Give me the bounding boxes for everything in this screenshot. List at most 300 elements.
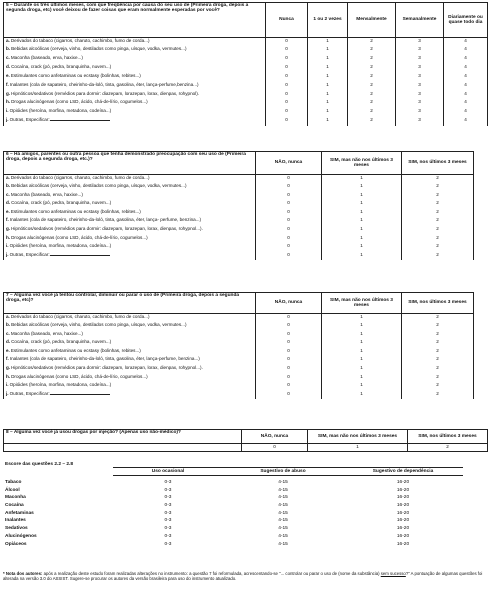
substance-name: Álcool [5, 487, 20, 493]
question-5-rows [4, 38, 488, 126]
option-value[interactable]: 1 [322, 314, 402, 323]
option-value[interactable]: 3 [396, 82, 444, 91]
substance-name: Opiáceos [5, 541, 27, 547]
substance-letter: a. [6, 38, 10, 43]
score-range: 4-15 [278, 526, 288, 532]
option-value[interactable]: 1 [308, 444, 408, 452]
substance-row [4, 99, 488, 108]
substance-text: Estimulantes como anfetaminas ou ecstasy (bolinhas, rebites...) [10, 347, 141, 353]
substance-label [4, 365, 256, 374]
substance-letter: d. [6, 200, 11, 206]
substance-text: Cocaína, crack (pó, pedra, branquinha, nuvem...) [11, 200, 112, 206]
substance-text: Hipnóticos/sedativos (remédios para dormir: diazepam, lorazepan, lorax, dienpax, rohypnol...). [11, 226, 203, 232]
substance-label [4, 374, 256, 383]
option-value[interactable]: 0 [266, 55, 308, 64]
question-6-table [3, 151, 474, 260]
score-range: 4-15 [278, 487, 288, 493]
substance-row [4, 117, 488, 126]
option-value[interactable]: 2 [402, 235, 474, 244]
score-row [3, 479, 463, 487]
substance-text: Derivados do tabaco (cigarros, charuto, cachimbo, fumo de corda...) [10, 38, 150, 43]
score-range: 16-20 [396, 541, 410, 547]
option-value[interactable]: 1 [322, 322, 402, 331]
option-value[interactable]: 0 [266, 117, 308, 126]
column-header: Nunca [266, 3, 308, 38]
option-value[interactable]: 0 [256, 200, 322, 209]
substance-label [4, 183, 256, 192]
option-value[interactable]: 2 [348, 55, 396, 64]
substance-text: Opióides (heroína, morfina, metadona, codeína...) [9, 382, 112, 388]
substance-row [4, 82, 488, 91]
option-value[interactable]: 2 [348, 117, 396, 126]
option-value[interactable]: 2 [402, 374, 474, 383]
substance-letter: c. [6, 55, 10, 61]
option-value[interactable]: 2 [402, 226, 474, 235]
column-header: Mensalmente [348, 3, 396, 38]
column-header: SIM, mas não nos últimos 3 meses [322, 293, 402, 314]
option-value[interactable]: 2 [348, 99, 396, 108]
substance-text: Derivados do tabaco (cigarros, charuto, cachimbo, fumo de corda...) [10, 314, 150, 319]
option-value[interactable]: 0 [256, 217, 322, 226]
score-range: 0-3 [164, 518, 172, 524]
score-row [3, 525, 463, 533]
substance-text: Inalantes (cola de sapateiro, cheirinho-da-loló, tinta, gasolina, éter, lança-perfume, benzina...) [9, 356, 200, 362]
score-rows [3, 479, 463, 548]
option-value[interactable]: 0 [256, 209, 322, 218]
substance-text: Derivados do tabaco (cigarros, charuto, cachimbo, fumo de corda...) [10, 175, 150, 180]
option-value[interactable]: 0 [266, 99, 308, 108]
option-value[interactable]: 1 [308, 73, 348, 82]
option-value[interactable]: 0 [266, 46, 308, 55]
option-value[interactable]: 2 [402, 356, 474, 365]
substance-letter: b. [6, 322, 11, 328]
substance-letter: g. [6, 90, 11, 96]
option-value[interactable]: 2 [402, 252, 474, 261]
option-value[interactable]: 0 [266, 38, 308, 47]
option-value[interactable]: 4 [444, 46, 488, 55]
substance-row [4, 235, 474, 244]
option-value[interactable]: 1 [308, 99, 348, 108]
column-header: SIM, nos últimos 3 meses [402, 152, 474, 175]
score-range: 0-3 [164, 503, 172, 509]
substance-label [4, 322, 256, 331]
option-value[interactable]: 4 [444, 108, 488, 117]
score-range: 4-15 [278, 541, 288, 547]
option-value[interactable]: 2 [402, 391, 474, 400]
substance-letter: g. [6, 226, 11, 232]
score-row [3, 494, 463, 502]
authors-note [3, 571, 487, 582]
option-value[interactable]: 2 [402, 382, 474, 391]
substance-row [4, 252, 474, 261]
substance-letter: f. [6, 217, 9, 223]
option-value[interactable]: 1 [308, 91, 348, 100]
option-value[interactable]: 1 [322, 339, 402, 348]
option-value[interactable]: 3 [396, 91, 444, 100]
option-value[interactable]: 0 [256, 356, 322, 365]
substance-label [4, 91, 266, 100]
substance-label [4, 73, 266, 82]
substance-row [4, 314, 474, 323]
option-value[interactable]: 4 [444, 55, 488, 64]
option-value[interactable]: 2 [348, 73, 396, 82]
question-6-rows [4, 175, 474, 261]
substance-name: Inalantes [5, 518, 26, 524]
substance-text: Outras, Especificar: [9, 251, 50, 257]
score-range: 4-15 [278, 510, 288, 516]
score-range: 0-3 [164, 541, 172, 547]
substance-letter: j. [6, 117, 9, 123]
substance-name: Maconha [5, 495, 26, 501]
option-value[interactable]: 0 [256, 391, 322, 400]
option-value[interactable]: 0 [256, 183, 322, 192]
score-range: 0-3 [164, 510, 172, 516]
score-range: 0-3 [164, 480, 172, 486]
substance-row [4, 175, 474, 184]
score-range: 16-20 [396, 510, 410, 516]
score-range: 4-15 [278, 533, 288, 539]
substance-letter: f. [6, 356, 9, 362]
option-value[interactable]: 1 [322, 200, 402, 209]
substance-label [4, 356, 256, 365]
score-range: 16-20 [396, 495, 410, 501]
substance-text: Bebidas alcoólicas (cerveja, vinho, destilados como pinga, uísque, vodka, vermutes...) [11, 322, 187, 328]
substance-label [4, 192, 256, 201]
substance-row [4, 200, 474, 209]
score-range: 4-15 [278, 495, 288, 501]
score-range: 4-15 [278, 503, 288, 509]
substance-letter: d. [6, 339, 11, 345]
substance-text: Cocaína, crack (pó, pedra, branquinha, nuvem...) [11, 64, 112, 70]
score-range: 16-20 [396, 503, 410, 509]
substance-label [4, 175, 256, 184]
substance-row [4, 55, 488, 64]
substance-name: Tabaco [5, 480, 22, 486]
substance-text: Drogas alucinógenas (como LSD, ácido, chá-de-lírio, cogumelos...) [11, 373, 148, 379]
option-value[interactable]: 3 [396, 99, 444, 108]
substance-label [4, 382, 256, 391]
option-value[interactable]: 1 [322, 175, 402, 184]
substance-text: Inalantes (cola de sapateiro, cheirinho-da-loló, tinta, gasolina, éter, lança- perfume, benzina...) [9, 217, 202, 223]
substance-row [4, 217, 474, 226]
option-value[interactable]: 2 [348, 108, 396, 117]
option-value[interactable]: 1 [308, 108, 348, 117]
score-range: 16-20 [396, 487, 410, 493]
substance-letter: a. [6, 314, 10, 319]
score-row [3, 533, 463, 541]
option-value[interactable]: 3 [396, 108, 444, 117]
specify-blank[interactable] [50, 252, 110, 256]
option-value[interactable]: 2 [348, 46, 396, 55]
note-text: após a realização deste estudo foram realizadas alterações no instrumento: a questão 7 foi reformulada, acrescentando-se "... controlar ou parar o uso de (nome da substância) [43, 571, 380, 576]
option-value[interactable]: 0 [256, 314, 322, 323]
option-value[interactable]: 0 [256, 192, 322, 201]
option-value[interactable]: 3 [396, 46, 444, 55]
option-value[interactable]: 1 [308, 46, 348, 55]
substance-label [4, 108, 266, 117]
option-value[interactable]: 1 [322, 235, 402, 244]
substance-letter: e. [6, 347, 10, 353]
option-value[interactable]: 4 [444, 99, 488, 108]
score-range: 0-3 [164, 533, 172, 539]
question-7-table [3, 292, 474, 399]
substance-letter: h. [6, 99, 11, 105]
substance-label [4, 331, 256, 340]
substance-label [4, 55, 266, 64]
option-value[interactable]: 1 [322, 356, 402, 365]
option-value[interactable]: 2 [402, 217, 474, 226]
option-value[interactable]: 2 [402, 192, 474, 201]
option-value[interactable]: 4 [444, 73, 488, 82]
substance-label [4, 82, 266, 91]
substance-text: Opióides (heroína, morfina, metadona, codeína...) [9, 108, 112, 114]
substance-row [4, 348, 474, 357]
score-range: 0-3 [164, 526, 172, 532]
option-value[interactable]: 1 [322, 226, 402, 235]
score-column-header: Uso ocasional [113, 467, 223, 475]
option-value[interactable]: 1 [308, 64, 348, 73]
substance-name: Anfetaminas [5, 510, 34, 516]
option-value[interactable]: 4 [444, 82, 488, 91]
column-header: SIM, nos últimos 3 meses [402, 293, 474, 314]
option-value[interactable]: 1 [308, 55, 348, 64]
note-label: * Nota dos autores: [3, 571, 43, 576]
substance-text: Estimulantes como anfetaminas ou ecstasy (bolinhas, rebites...) [10, 72, 141, 78]
column-header: SIM, mas não nos últimos 3 meses [308, 430, 408, 444]
substance-letter: f. [6, 81, 9, 87]
substance-text: Outras, Especificar: [9, 117, 50, 123]
substance-text: Outras, Especificar: [9, 390, 50, 396]
substance-label [4, 38, 266, 47]
score-range: 16-20 [396, 518, 410, 524]
option-value[interactable]: 0 [242, 444, 308, 452]
column-header: NÃO, nunca [256, 293, 322, 314]
specify-blank[interactable] [50, 391, 110, 395]
option-value[interactable]: 0 [266, 82, 308, 91]
option-value[interactable]: 2 [402, 322, 474, 331]
substance-row [4, 91, 488, 100]
option-value[interactable]: 2 [402, 348, 474, 357]
substance-label [4, 235, 256, 244]
substance-letter: a. [6, 175, 10, 180]
score-column-header: Sugestivo de abuso [223, 467, 343, 475]
option-value[interactable]: 0 [256, 243, 322, 252]
option-value[interactable]: 2 [348, 82, 396, 91]
substance-text: Estimulantes como anfetaminas ou ecstasy (bolinhas, rebites...) [10, 208, 141, 214]
score-row [3, 487, 463, 495]
option-value[interactable]: 2 [402, 175, 474, 184]
score-range: 4-15 [278, 518, 288, 524]
option-value[interactable]: 0 [256, 348, 322, 357]
substance-label [4, 339, 256, 348]
substance-row [4, 365, 474, 374]
question-8-title: 8 – Alguma vez você já usou drogas por injeção? (Apenas uso não-médico)? [4, 430, 242, 444]
option-value[interactable]: 1 [322, 183, 402, 192]
option-value[interactable]: 1 [308, 117, 348, 126]
substance-letter: b. [6, 183, 11, 189]
score-title: Escore das questões 2.2 – 2.8 [5, 462, 73, 467]
option-value[interactable]: 3 [396, 55, 444, 64]
substance-label [4, 226, 256, 235]
substance-row [4, 209, 474, 218]
substance-letter: h. [6, 234, 11, 240]
substance-text: Opióides (heroína, morfina, metadona, codeína...) [9, 243, 112, 249]
option-value[interactable]: 1 [322, 252, 402, 261]
option-value[interactable]: 1 [308, 38, 348, 47]
substance-text: Maconha (baseado, erva, haxixe...) [10, 330, 83, 336]
substance-row [4, 339, 474, 348]
substance-letter: i. [6, 382, 9, 388]
option-value[interactable]: 2 [348, 38, 396, 47]
score-row [3, 540, 463, 548]
substance-row [4, 38, 488, 47]
option-value[interactable]: 4 [444, 117, 488, 126]
substance-text: Maconha (baseado, erva, haxixe...) [10, 191, 83, 197]
substance-letter: d. [6, 64, 11, 70]
option-value[interactable]: 2 [402, 314, 474, 323]
question-5-table [3, 2, 488, 126]
substance-label [4, 314, 256, 323]
option-value[interactable]: 0 [256, 175, 322, 184]
option-value[interactable]: 2 [402, 331, 474, 340]
substance-row [4, 374, 474, 383]
option-value[interactable]: 0 [256, 252, 322, 261]
question-7-title: 7 – Alguma vez você já tentou controlar, diminuir ou parar o uso de (Primeira droga, depois a segunda droga, etc)? [4, 293, 256, 314]
substance-row [4, 226, 474, 235]
option-value[interactable]: 0 [266, 91, 308, 100]
option-value[interactable]: 0 [256, 365, 322, 374]
option-value[interactable]: 1 [322, 331, 402, 340]
substance-name: Cocaína [5, 503, 24, 509]
substance-label [4, 200, 256, 209]
substance-label [4, 99, 266, 108]
option-value[interactable]: 1 [322, 209, 402, 218]
column-header: SIM, mas não nos últimos 3 meses [322, 152, 402, 175]
score-range: 0-3 [164, 487, 172, 493]
option-value[interactable]: 2 [402, 183, 474, 192]
question-8-table [3, 429, 488, 452]
option-value[interactable]: 1 [322, 217, 402, 226]
substance-label [4, 348, 256, 357]
column-header: 1 ou 2 vezes [308, 3, 348, 38]
option-value[interactable]: 0 [256, 339, 322, 348]
note-underlined: sem sucesso [380, 571, 406, 576]
option-value[interactable]: 2 [348, 91, 396, 100]
option-value[interactable]: 0 [256, 374, 322, 383]
substance-letter: j. [6, 390, 9, 396]
substance-label [4, 209, 256, 218]
substance-label [4, 64, 266, 73]
option-value[interactable]: 1 [322, 192, 402, 201]
substance-text: Maconha (baseado, erva, haxixe...) [10, 55, 83, 61]
blank-cell [4, 444, 242, 452]
option-value[interactable]: 2 [408, 444, 488, 452]
option-value[interactable]: 0 [266, 64, 308, 73]
score-row [3, 502, 463, 510]
substance-letter: h. [6, 373, 11, 379]
substance-label [4, 217, 256, 226]
substance-text: Drogas alucinógenas (como LSD, ácido, chá-de-lírio, cogumelos...) [11, 234, 148, 240]
substance-letter: b. [6, 46, 11, 52]
substance-letter: c. [6, 330, 10, 336]
substance-name: Alucinógenos [5, 533, 37, 539]
substance-text: Hipnóticos/sedativos (remédios para dormir: diazepam, lorazepan, lorax, dienpax, rohypnol...). [11, 365, 203, 371]
substance-letter: g. [6, 365, 11, 371]
option-value[interactable]: 1 [322, 348, 402, 357]
score-range: 16-20 [396, 480, 410, 486]
substance-text: Inalantes (cola de sapateiro, cheirinho-da-loló, tinta, gasolina, éter, lança-perfume,benzina...) [9, 81, 199, 87]
option-value[interactable]: 3 [396, 64, 444, 73]
option-value[interactable]: 2 [402, 243, 474, 252]
substance-row [4, 73, 488, 82]
option-value[interactable]: 4 [444, 91, 488, 100]
substance-label [4, 252, 256, 261]
substance-label [4, 391, 256, 400]
substance-name: Sedativos [5, 526, 28, 532]
option-value[interactable]: 0 [266, 108, 308, 117]
substance-text: Bebidas alcoólicas (cerveja, vinho, destilados como pinga, uísque, vodka, vermutes...) [11, 46, 187, 52]
substance-row [4, 391, 474, 400]
substance-row [4, 64, 488, 73]
specify-blank[interactable] [50, 117, 110, 121]
option-value[interactable]: 0 [256, 235, 322, 244]
substance-row [4, 382, 474, 391]
option-value[interactable]: 0 [256, 331, 322, 340]
substance-row [4, 356, 474, 365]
option-value[interactable]: 1 [322, 365, 402, 374]
substance-label [4, 117, 266, 126]
substance-text: Hipnóticos/sedativos (remédios para dormir: diazepam, lorazepan, lorax, dienpax, rohypnol). [11, 90, 200, 96]
option-value[interactable]: 2 [402, 209, 474, 218]
substance-row [4, 243, 474, 252]
option-value[interactable]: 2 [402, 200, 474, 209]
option-value[interactable]: 4 [444, 38, 488, 47]
column-header: NÃO, nunca [256, 152, 322, 175]
score-table [3, 462, 463, 548]
option-value[interactable]: 0 [256, 382, 322, 391]
question-5-title: 5 – Durante os três últimos meses, com que freqüência por causa do seu uso de (Primeira droga, depois a segunda droga, etc) você deixou de fazer coisas que eram normalmente esperadas por você? [4, 3, 266, 38]
score-range: 16-20 [396, 533, 410, 539]
option-value[interactable]: 3 [396, 38, 444, 47]
column-header: SIM, nos últimos 3 meses [408, 430, 488, 444]
option-value[interactable]: 0 [266, 73, 308, 82]
score-range: 0-3 [164, 495, 172, 501]
column-header: Diariamente ou quase todo dia [444, 3, 488, 38]
option-value[interactable]: 2 [348, 64, 396, 73]
option-value[interactable]: 1 [322, 243, 402, 252]
substance-label [4, 243, 256, 252]
substance-letter: c. [6, 191, 10, 197]
option-value[interactable]: 4 [444, 64, 488, 73]
option-value[interactable]: 0 [256, 226, 322, 235]
score-row [3, 517, 463, 525]
option-value[interactable]: 2 [402, 339, 474, 348]
option-value[interactable]: 1 [322, 382, 402, 391]
option-value[interactable]: 0 [256, 322, 322, 331]
substance-text: Cocaína, crack (pó, pedra, branquinha, nuvem...) [11, 339, 112, 345]
option-value[interactable]: 2 [402, 365, 474, 374]
substance-row [4, 331, 474, 340]
substance-row [4, 192, 474, 201]
column-header: NÃO, nunca [242, 430, 308, 444]
score-row [3, 510, 463, 518]
option-value[interactable]: 1 [308, 82, 348, 91]
option-value[interactable]: 1 [322, 391, 402, 400]
option-value[interactable]: 1 [322, 374, 402, 383]
option-value[interactable]: 3 [396, 73, 444, 82]
option-value[interactable]: 3 [396, 117, 444, 126]
note-text-end: ?" A pontuação de algumas questões foi alterada na versão 3.0 do ASSIST. Sugere-se procurar os autores da versão brasileira para uso do instrumento atualizado. [3, 571, 483, 582]
